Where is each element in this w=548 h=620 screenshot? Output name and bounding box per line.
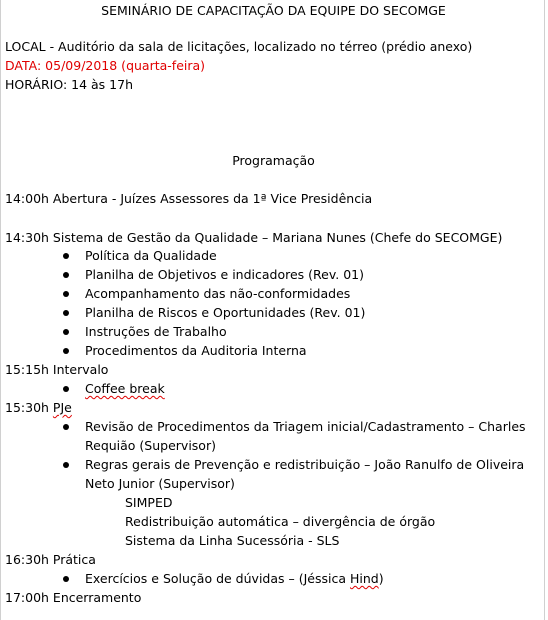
list-item: Procedimentos da Auditoria Interna (85, 343, 307, 358)
schedule-pratica-heading: 16:30h Prática (5, 552, 96, 567)
list-item: Acompanhamento das não-conformidades (85, 286, 351, 301)
bullet-icon (63, 576, 69, 582)
bullet-icon (63, 253, 69, 259)
list-item: Política da Qualidade (85, 248, 217, 263)
list-item: Regras gerais de Prevenção e redistribuição – João Ranulfo de Oliveira (85, 457, 525, 472)
bullet-icon (63, 424, 69, 430)
pratica-item-text: Exercícios e Solução de dúvidas – (Jéssica (85, 571, 350, 586)
bullet-icon (63, 462, 69, 468)
pje-label: PJe (52, 400, 72, 415)
list-item: Planilha de Riscos e Oportunidades (Rev. 01) (85, 305, 366, 320)
bullet-icon (63, 348, 69, 354)
bullet-icon (63, 272, 69, 278)
list-item (85, 569, 384, 588)
pratica-item-suffix: ) (378, 571, 384, 586)
schedule-sgq-heading: 14:30h Sistema de Gestão da Qualidade – Mariana Nunes (Chefe do SECOMGE) (5, 230, 503, 245)
bullet-icon (63, 291, 69, 297)
pratica-item-name: Hind (349, 571, 379, 586)
date-line: DATA: 05/09/2018 (quarta-feira) (5, 58, 206, 73)
time-line: HORÁRIO: 14 às 17h (5, 77, 133, 92)
list-item: Revisão de Procedimentos da Triagem inicial/Cadastramento – Charles (85, 419, 526, 434)
document-title: SEMINÁRIO DE CAPACITAÇÃO DA EQUIPE DO SECOMGE (101, 3, 446, 18)
sub-item: Sistema da Linha Sucessória - SLS (125, 533, 340, 548)
local-line: LOCAL - Auditório da sala de licitações, localizado no térreo (prédio anexo) (5, 39, 473, 54)
bullet-icon (63, 329, 69, 335)
sub-item: Redistribuição automática – divergência de órgão (125, 514, 436, 529)
list-item (85, 379, 165, 398)
schedule-encerramento: 17:00h Encerramento (5, 590, 142, 605)
sub-item: SIMPED (125, 495, 173, 510)
list-item-continuation: Requião (Supervisor) (85, 438, 216, 453)
pje-time: 15:30h (5, 400, 53, 415)
bullet-icon (63, 310, 69, 316)
schedule-intervalo-heading: 15:15h Intervalo (5, 362, 109, 377)
list-item: Planilha de Objetivos e indicadores (Rev. 01) (85, 267, 365, 282)
list-item: Instruções de Trabalho (85, 324, 227, 339)
schedule-abertura: 14:00h Abertura - Juízes Assessores da 1ª Vice Presidência (5, 191, 373, 206)
coffee-break-text: Coffee break (85, 381, 165, 396)
programacao-heading: Programação (232, 153, 315, 168)
schedule-pje-heading (5, 398, 72, 417)
bullet-icon (63, 386, 69, 392)
list-item-continuation: Neto Junior (Supervisor) (85, 476, 235, 491)
